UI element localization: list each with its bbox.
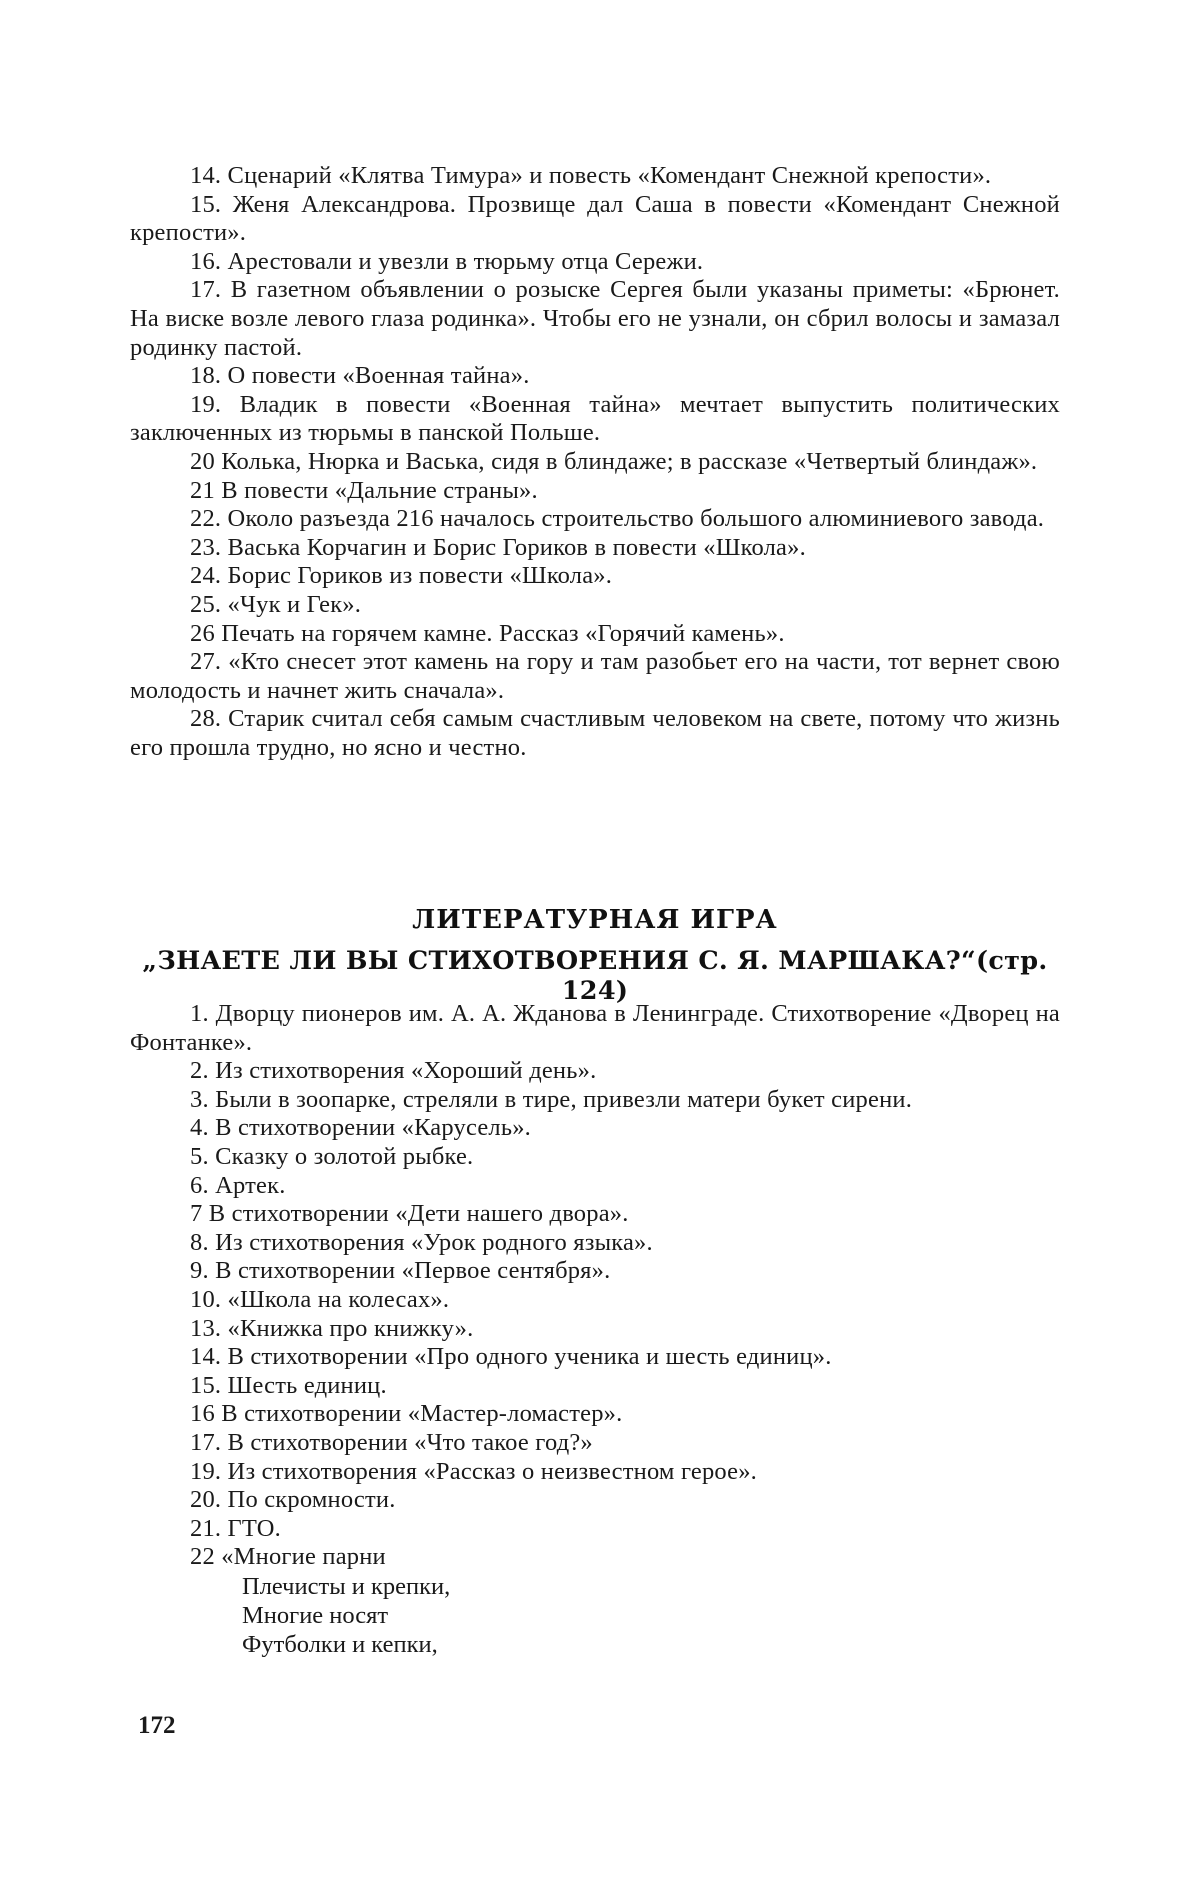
answer-item: 19. Из стихотворения «Рассказ о неизвестном герое».	[190, 1457, 758, 1485]
verse-line: Плечисты и крепки,	[242, 1572, 451, 1600]
answer-item: 21. ГТО.	[190, 1514, 281, 1542]
answer-item: 15. Шесть единиц.	[190, 1371, 387, 1399]
answer-item: 24. Борис Гориков из повести «Школа».	[190, 562, 613, 590]
answer-item: 28. Старик считал себя самым счастливым человеком на свете, потому что жизнь его прошла трудно, но ясно и честно.	[130, 705, 1060, 761]
verse-line: Многие носят	[242, 1601, 389, 1629]
answer-item: 14. Сценарий «Клятва Тимура» и повесть «Комендант Снежной крепости».	[190, 162, 992, 189]
answer-item: 10. «Школа на колесах».	[190, 1285, 450, 1313]
answer-item: 22. Около разъезда 216 началось строительство большого алюминиевого завода.	[190, 505, 1045, 533]
answer-item: 3. Были в зоопарке, стреляли в тире, привезли матери букет сирени.	[190, 1085, 913, 1113]
verse-line: Футболки и кепки,	[242, 1630, 438, 1658]
answer-item: 17. В стихотворении «Что такое год?»	[190, 1428, 593, 1456]
answer-item: 27. «Кто снесет этот камень на гору и там разобьет его на части, тот вернет свою молодость и начнет жить сначала».	[130, 648, 1060, 704]
section-subtitle: „ЗНАЕТЕ ЛИ ВЫ СТИХОТВОРЕНИЯ С. Я. МАРШАКА?“(стр. 124)	[142, 946, 1048, 1006]
answer-item: 8. Из стихотворения «Урок родного языка».	[190, 1228, 653, 1256]
answer-item: 14. В стихотворении «Про одного ученика и шесть единиц».	[190, 1343, 832, 1371]
answer-item: 22 «Многие парни	[190, 1543, 386, 1571]
answer-item: 2. Из стихотворения «Хороший день».	[190, 1057, 597, 1085]
answer-item: 16 В стихотворении «Мастер-ломастер».	[190, 1400, 623, 1428]
answer-item: 6. Артек.	[190, 1171, 286, 1199]
answer-item: 16. Арестовали и увезли в тюрьму отца Сережи.	[190, 247, 704, 275]
answer-item: 20 Колька, Нюрка и Васька, сидя в блиндаже; в рассказе «Четвертый блиндаж».	[190, 447, 1038, 475]
answer-item: 15. Женя Александрова. Прозвище дал Саша в повести «Комендант Снежной крепости».	[130, 190, 1060, 247]
answer-item: 21 В повести «Дальние страны».	[190, 476, 538, 504]
answers-list-gaidar	[130, 162, 1060, 762]
answer-item: 25. «Чук и Гек».	[190, 590, 362, 618]
answer-item: 18. О повести «Военная тайна».	[190, 362, 530, 390]
answer-item: 20. По скромности.	[190, 1486, 396, 1514]
answer-item: 19. Владик в повести «Военная тайна» мечтает выпустить политических заключенных из тюрьмы в панской Польше.	[130, 390, 1060, 447]
answer-item: 17. В газетном объявлении о розыске Сергея были указаны приметы: «Брюнет. На виске возле левого глаза родинка». Чтобы его не узнали, он сбрил волосы и замазал родинку пастой.	[130, 276, 1060, 361]
page-number: 172	[138, 1712, 176, 1739]
answer-item: 4. В стихотворении «Карусель».	[190, 1114, 531, 1142]
answer-item: 1. Дворцу пионеров им. А. А. Жданова в Ленинграде. Стихотворение «Дворец на Фонтанке».	[130, 1000, 1060, 1056]
answer-item: 26 Печать на горячем камне. Рассказ «Горячий камень».	[190, 619, 785, 647]
answers-list-marshak	[130, 1000, 1060, 1659]
answer-item: 5. Сказку о золотой рыбке.	[190, 1142, 474, 1170]
section-title: ЛИТЕРАТУРНАЯ ИГРА	[412, 905, 778, 935]
poem-quote	[242, 1572, 1060, 1659]
answer-item: 9. В стихотворении «Первое сентября».	[190, 1257, 611, 1285]
answer-item: 13. «Книжка про книжку».	[190, 1314, 474, 1342]
answer-item: 7 В стихотворении «Дети нашего двора».	[190, 1200, 629, 1228]
answer-item: 23. Васька Корчагин и Борис Гориков в повести «Школа».	[190, 533, 806, 561]
